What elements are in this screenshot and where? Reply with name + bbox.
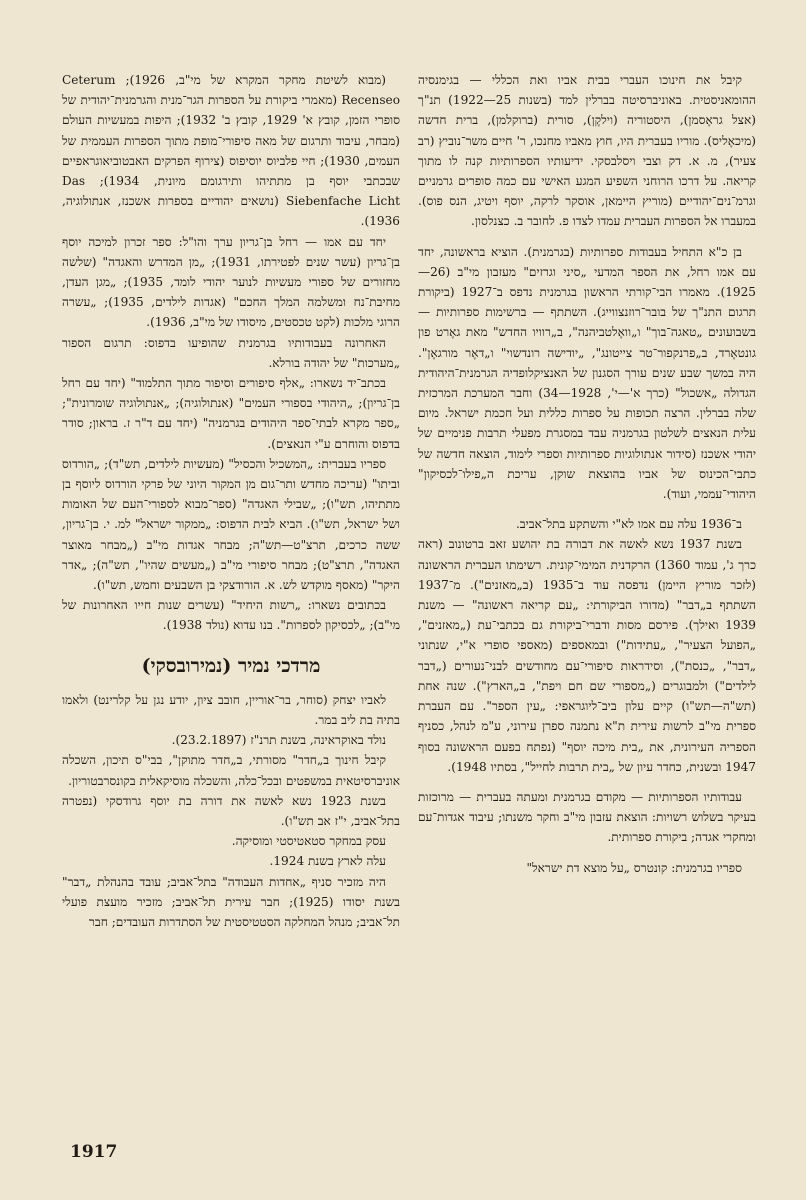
paragraph: (מבוא לשיטת מחקר המקרא של מי"ב, 1926); Ceterum Recenseo (מאמרי ביקורת על הספרות הגר־מנית והגרמנית־יהודית של סופרי הזמן, קובץ א' 1929, קובץ ב' 1932); היפות במעשיות העולם (מבחר, עיבוד ותרגום של מאה סיפורי־מופת מתוך הספרות העממית של העמים, 1930); חיי פלביוס יוסיפוס (צירוף הפרקים האבטוביאוגראפיים שבכתבי יוסף בן מתתיהו ותירגומם מיונית, 1934); Das Siebenfache Licht (נושאים יהודיים בספרות אשכנז, אנתולוגיה, 1936). bbox=[62, 73, 401, 229]
paragraph: לאביו יצחק (סוחר, בר־אוריין, חובב ציון, יודע נגן על קלרינט) ולאמו בתיה בת ליב במר. bbox=[62, 692, 400, 727]
paragraph: בן כ"א התחיל בעבודות ספרותיות (בגרמנית). הוציא בראשונה, יחד עם אמו רחל, את הספר המדעי „סיני וגרזים" מעזבון מי"ב (26—1925). מאמרו הבי־קורתי הראשון בגרמנית נדפס ב־1927 (ביקורת תרגום התנ"ך של בובר־רוזנצווייג). השתתף — ברשימות ספרותיות — בשבועונים „טאגה־בוך" ו„וואֶלטביהנה", ב„רוויו החדש" מאת גאֶרט פון גונטאֶרד, ב„פרנקפור־טר צייטונג", „יודישה רונדשוי" ו„דאֶר מורגאֶן". היה במשך שבע שנים עורך הסגנון של האנציקלופדיה הגרמנית־היהודית הגדולה „אשכול" (כרך א'—י', 1928—34) וחבר המערכת המרכזית שלה בברלין. הרצה תכופות על ספרות כללית ועל חכמת ישראל. מיום עלית הנאצים לשלטון בגרמניה עבד במסגרת מפעלי תרבות פנימיים של יהודי אשכנז (סידור אנתולוגיות ספרותיות וספרי לימוד, הוצאה חדשה של כתבי־הכינוס של אביו בהוצאת שוקן, עריכת ה„פילו־לכסיקון" היהודי־עממי, ועוד). bbox=[418, 244, 757, 502]
paragraph: יחד עם אמו — רחל בן־גריון ערך והו"ל: ספר זכרון למיכה יוסף בן־גריון (עשר שנים לפטירתו, 1931); „מן המדרש והאגדה" (שלשה מחזורים של ספורי מעשיות לנוער יהודי לומד, 1935); „מגן העדן, מחיבת־נח ומשלמה המלך החכם" (אגדות לילדים, 1935); „עשרה הרוגי מלכות (לקט טכסטים, מיסודו של מי"ב, 1936). bbox=[62, 234, 400, 330]
paragraph: האחרונה בעבודותיו בגרמנית שהופיעו בדפוס: תרגום הספור „מערכות" של יהודה בורלא. bbox=[62, 335, 400, 370]
paragraph: בשנת 1937 נשא לאשה את דבורה בת יהושע זאב ברטונוב (ראה כרך ג', עמוד 1360) הרקדנית המימי־קונית. רשימתו העברית הראשונה (לזכר מוריץ היימן) נדפסה עוד ב־1935 (ב„מאזנים"). מ־1937 השתתף ב„דבר" (מדורו הביקורתי: „עם קריאה ראשונה" — משנת 1939 ואילך). פירסם מסות ודברי־ביקורת גם בכתבי־עת („מאזנים", „הפועל הצעיר", „עתידות") ובמאספים (מאספי סופרי א"י, שנתוני „דבר", „כנסת"), וסידראות סיפורי־עם מחודשים לבני־נעורים („דבר לילדים") ולמבוגרים („מספורי שם חם ויפת", ב„הארץ"). שנה אחת (תש"ה—תש"ו) קיים עלון ביב־ליוגראפי: „עין הספר". עם העברת ספרית מי"ב לרשות עירית ת"א נתמנה ספרן עירוני, ע"מ לנהל, כסניף הספריה העירונית, את „בית מיכה יוסף" (נפתח בפעם הראשונה בסוף 1947 ובשנית, כחדר עיון של „בית תרבות לחייל", בסתיו 1948). bbox=[418, 537, 756, 774]
paragraph: עבודותיו הספרותיות — מקודם בגרמנית ומעתה בעברית — מרוכזות בעיקר בשלוש רשויות: הוצאת עזבון מי"ב וחקר משנתו; עיבוד אגדות־עם ומחקרי אגדה; ביקורת ספרותית. bbox=[418, 789, 756, 845]
paragraph: ספריו בעברית: „המשכיל והכסיל" (מעשיות לילדים, תש"ד); „הורדוס וביתו" (עריכה מחדש ותר־גום מן המקור היוני של פרקי הורדוס ליוסף בן מתתיהו, תש"ו); „שבילי האגדה" (ספר־מבוא לספורי־העם של האומות ושל ישראל, תש"ו). הביא לבית הדפוס: „ממקור ישראל" למ. י. בן־גריון, ששה כרכים, תרצ"ט—תש"ה; מבחר אגדות מי"ב („מבחר מאוצר האגדה", תרצ"ט); מבחר סיפורי מי"ב („מעשים שהיו", תש"ה); „אדר היקר" (מאסף מוקדש לש. א. הורודצקי בן השבעים וחמש, תש"ו). bbox=[62, 456, 400, 593]
page-number: 1917 bbox=[70, 1142, 118, 1162]
paragraph: נולד באוקראינה, בשנת תרנ"ז (23.2.1897). bbox=[171, 733, 386, 748]
paragraph: ספריו בגרמנית: קונטרס „על מוצא דת ישראל" bbox=[526, 860, 742, 875]
paragraph: ב־1936 עלה עם אמו לא"י והשתקע בתל־אביב. bbox=[515, 517, 742, 532]
paragraph: עלה לארץ בשנת 1924. bbox=[269, 854, 386, 869]
paragraph: היה מזכיר סניף „אחדות העבודה" בתל־אביב; עובד בהנהלת „דבר" בשנת יסודו (1925); חבר עירית תל־אביב; מזכיר מועצת פועלי תל־אביב; מנהל המחלקה הסטטיסטית של הסתדרות העובדים; חבר bbox=[62, 874, 400, 929]
paragraph: קיבל חינוך ב„חדר" מסורתי, ב„חדר מתוקן", בבי"ס תיכון, השכלה אוניברסיטאית במשפטים ובכל־כלה, והשכלה מוסיקאלית בקונסרבטוריון. bbox=[62, 753, 400, 788]
right-column bbox=[418, 70, 756, 878]
paragraph: קיבל את חינוכו העברי בבית אביו ואת הכללי — בגימנסיה ההומאניסטית. באוניברסיטה בברלין למד (בשנות 25—1922) תנ"ך (אצל גראֶסמן), היסטוריה (וילקֶן), סורית (ברוקלמן), ברית חדשה (מיכאֶליס). מוריו בעברית היו, חוץ מאביו מחנכו, ר' חיים משר־נוביץ (רב צעיר), מ. א. דק וצבי ויסלבסקי. ידיעותיו הספרותיות קנה לו מתוך קריאה. על דרכו הרוחני השפיע המגע האישי עם כמה סופרים גרמניים וגרמ־נים־יהודיים (מוריץ היימאן, אוסקר לרקה, יוסף ויטיג, הנס פוס). במעברו אל הספרות העברית עמדו לצדו פ. לחובר ב. כצנלסון. bbox=[418, 73, 756, 229]
paragraph: בשנת 1923 נשא לאשה את דורה בת יוסף גרודסקי (נפטרה בתל־אביב, י"ז אב תש"ו). bbox=[62, 793, 400, 828]
paragraph: בכתב־יד נשארו: „אלף סיפורים וסיפור מתוך התלמוד" (יחד עם רחל בן־גריון); „היהודי בספורי העמים" (אנתולוגיה); „אנתולוגיה שומרונית"; „ספר מקרא לבתי־ספר היהודים בגרמניה" (יחד עם ד"ר ז. בראון; סודר בדפוס והוחרם ע"י הנאצים). bbox=[62, 376, 400, 451]
paragraph: עסק במחקר סטאטיסטי ומוסיקה. bbox=[231, 834, 386, 849]
section-heading: מרדכי נמיר (נמירובסקי) bbox=[141, 654, 321, 677]
left-column bbox=[62, 70, 400, 932]
paragraph: בכתובים נשארו: „רשות היחיד" (עשרים שנות חייו האחרונות של מי"ב); „לכסיקון לספרות". בנו עדוא (נולד 1938). bbox=[62, 598, 400, 633]
